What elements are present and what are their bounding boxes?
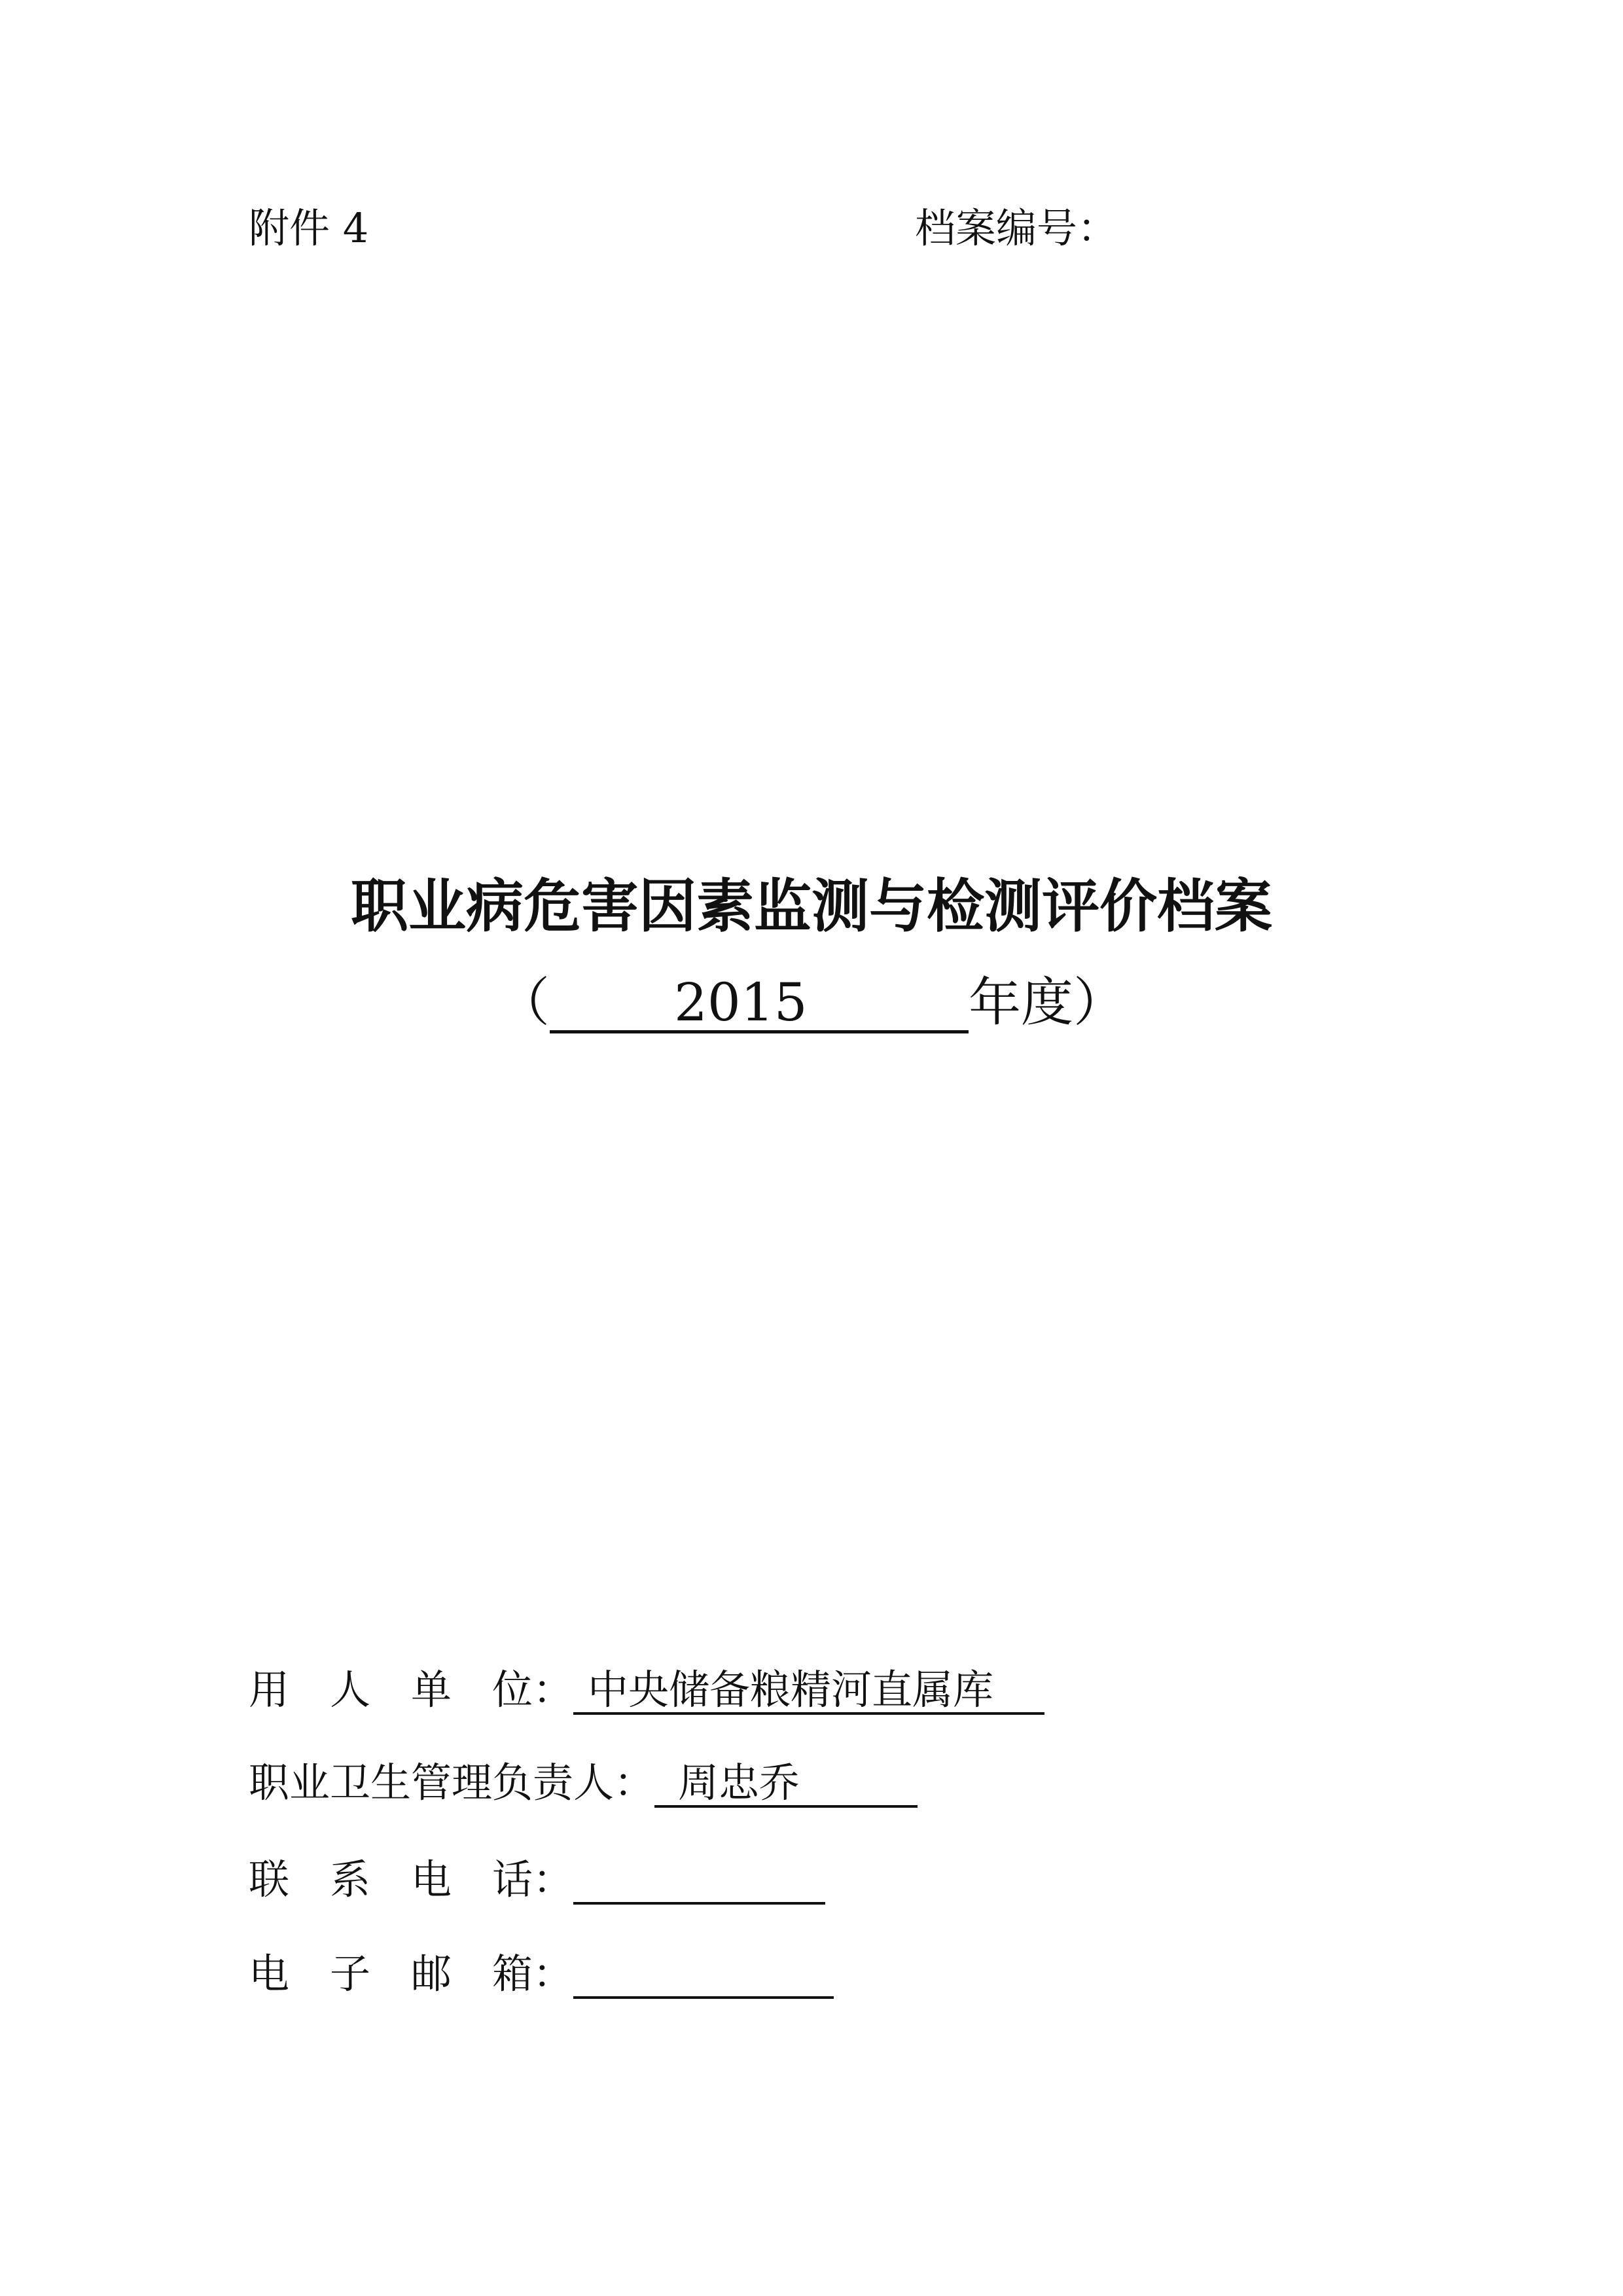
year-open-paren: （ [497, 972, 550, 1033]
employer-value: 中央储备粮精河直属库 [573, 1668, 1044, 1715]
employer-label: 用 人 单 位： [249, 1666, 574, 1713]
phone-value [573, 1857, 825, 1905]
email-label: 电 子 邮 箱： [249, 1950, 574, 1998]
year-line [0, 972, 1623, 1033]
year-suffix: 年度） [969, 972, 1126, 1033]
employer-row [249, 1668, 1044, 1715]
archive-number-label: 档案编号： [915, 204, 1118, 252]
manager-row [249, 1761, 918, 1808]
document-title: 职业病危害因素监测与检测评价档案 [350, 872, 1272, 940]
phone-row [249, 1857, 825, 1905]
manager-value: 周忠乔 [654, 1761, 918, 1808]
manager-label: 职业卫生管理负责人： [249, 1759, 655, 1806]
year-field: 2015 [550, 975, 969, 1033]
email-row [249, 1952, 834, 1999]
attachment-number: 附件 4 [249, 204, 369, 252]
phone-label: 联 系 电 话： [249, 1856, 574, 1903]
email-value [573, 1952, 834, 1999]
